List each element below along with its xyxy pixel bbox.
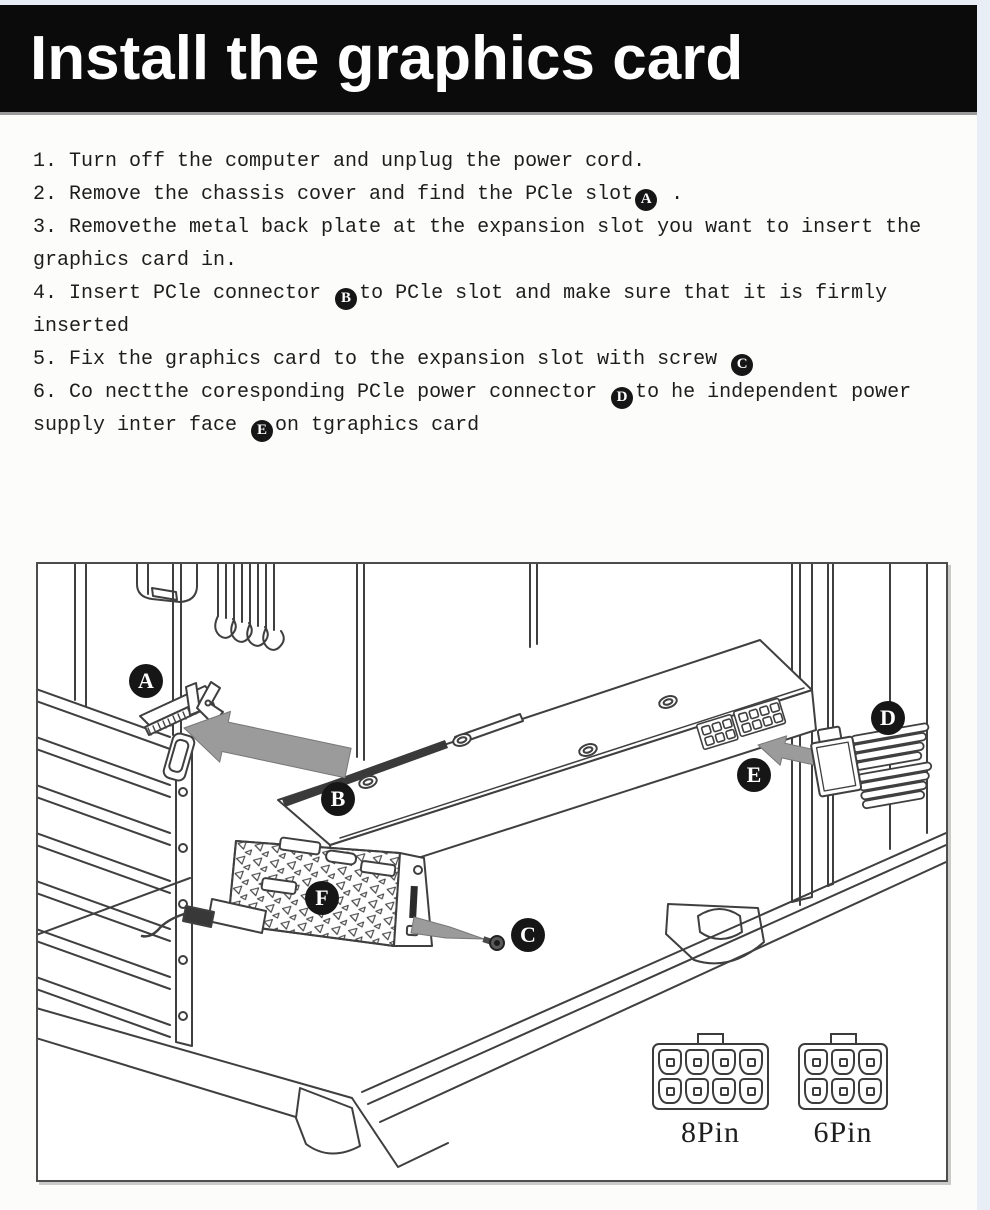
pin-hole	[866, 1058, 875, 1067]
pin-hole	[720, 1087, 729, 1096]
pin-socket	[858, 1078, 882, 1104]
manual-page	[0, 5, 977, 1210]
expansion-slot-panel	[38, 689, 196, 1046]
case-back-wall	[75, 564, 537, 760]
connector-label: 8Pin	[680, 1116, 741, 1149]
connector-body	[798, 1043, 888, 1110]
instruction-step: 6. Co nectthe coresponding PCle power connector D to he independent power supply inter face E on tgraphics card	[33, 376, 961, 442]
pin-socket	[658, 1078, 682, 1104]
diagram-label-e: E	[737, 758, 771, 792]
instruction-steps	[33, 145, 961, 442]
pin-connector-6pin	[798, 1031, 888, 1150]
pin-hole	[839, 1058, 848, 1067]
diagram-label-a: A	[129, 664, 163, 698]
connector-body	[652, 1043, 769, 1110]
screw	[482, 936, 504, 950]
pin-hole	[666, 1087, 675, 1096]
step-ref-badge-b: B	[335, 288, 357, 310]
pin-hole	[693, 1058, 702, 1067]
pin-hole	[866, 1087, 875, 1096]
step-ref-badge-c: C	[731, 354, 753, 376]
pin-hole	[720, 1058, 729, 1067]
pin-hole	[839, 1087, 848, 1096]
pin-connector-8pin	[652, 1031, 769, 1150]
instruction-step: 4. Insert PCle connector B to PCle slot and make sure that it is firmly inserted	[33, 282, 888, 338]
instruction-step: 2. Remove the chassis cover and find the PCle slot A .	[33, 178, 961, 211]
step-ref-badge-a: A	[635, 189, 657, 211]
pin-socket	[685, 1049, 709, 1075]
pin-hole	[812, 1087, 821, 1096]
instruction-step: 3. Removethe metal back plate at the expansion slot you want to insert the graphics card in.	[33, 216, 922, 272]
step-ref-badge-e: E	[251, 420, 273, 442]
connector-label: 6Pin	[813, 1116, 873, 1149]
diagram-label-d: D	[871, 701, 905, 735]
step-ref-badge-d: D	[611, 387, 633, 409]
pin-hole	[693, 1087, 702, 1096]
pin-hole	[812, 1058, 821, 1067]
pin-socket	[739, 1049, 763, 1075]
insert-arrow	[184, 711, 351, 777]
pin-hole	[747, 1087, 756, 1096]
pin-socket	[712, 1078, 736, 1104]
pin-hole	[666, 1058, 675, 1067]
pin-socket	[858, 1049, 882, 1075]
title-banner	[0, 5, 977, 115]
io-bracket	[142, 837, 432, 946]
instruction-step: 1. Turn off the computer and unplug the power cord.	[33, 150, 646, 173]
pin-socket	[658, 1049, 682, 1075]
graphics-card	[278, 640, 816, 885]
diagram-label-f: F	[305, 881, 339, 915]
pin-socket	[739, 1078, 763, 1104]
pin-socket	[831, 1049, 855, 1075]
pin-socket	[685, 1078, 709, 1104]
pin-socket	[712, 1049, 736, 1075]
pin-hole	[747, 1058, 756, 1067]
instruction-step: 5. Fix the graphics card to the expansion slot with screw C	[33, 343, 961, 376]
page-title: Install the graphics card	[30, 24, 744, 93]
pin-socket	[804, 1049, 828, 1075]
diagram-label-c: C	[511, 918, 545, 952]
pin-socket	[804, 1078, 828, 1104]
diagram	[36, 562, 948, 1182]
diagram-label-b: B	[321, 782, 355, 816]
pin-socket	[831, 1078, 855, 1104]
power-plug	[809, 723, 941, 809]
